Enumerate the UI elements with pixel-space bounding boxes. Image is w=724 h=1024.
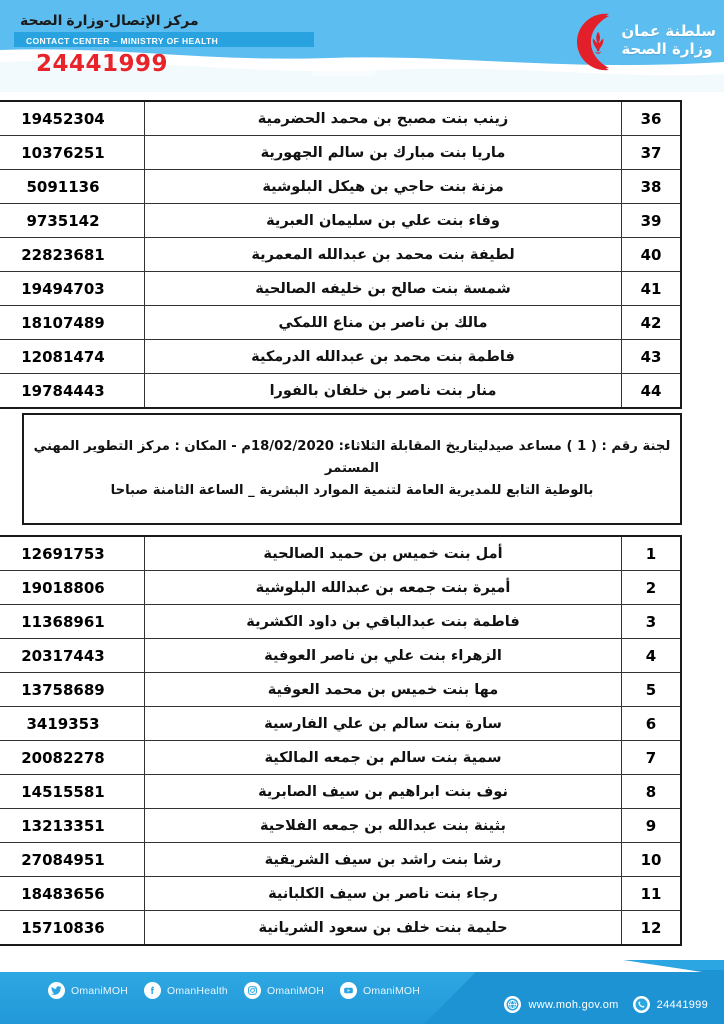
row-civil-id: 9735142 bbox=[0, 204, 145, 238]
committee-heading-text bbox=[24, 436, 680, 502]
table-row bbox=[0, 571, 681, 605]
row-candidate-name: منار بنت ناصر بن خلفان بالفورا bbox=[145, 374, 622, 409]
row-serial-number: 44 bbox=[622, 374, 682, 409]
header-contact-block bbox=[14, 12, 314, 77]
row-civil-id: 19494703 bbox=[0, 272, 145, 306]
footer-top-wave bbox=[0, 960, 724, 972]
table-row bbox=[0, 673, 681, 707]
footer-social-item[interactable] bbox=[244, 982, 324, 999]
committee-heading-line-2: بالوطية التابع للمديرية العامة لتنمية الموارد البشرية _ الساعة الثامنة صباحا bbox=[110, 483, 594, 498]
row-civil-id: 20317443 bbox=[0, 639, 145, 673]
row-candidate-name: فاطمة بنت عبدالباقي بن داود الكشرية bbox=[145, 605, 622, 639]
row-serial-number: 43 bbox=[622, 340, 682, 374]
row-candidate-name: رشا بنت راشد بن سيف الشريقية bbox=[145, 843, 622, 877]
bottom-candidates-table-wrap bbox=[22, 535, 682, 946]
row-serial-number: 41 bbox=[622, 272, 682, 306]
bottom-table-body bbox=[0, 536, 681, 945]
table-row bbox=[0, 707, 681, 741]
row-candidate-name: حليمة بنت خلف بن سعود الشريانية bbox=[145, 911, 622, 946]
bottom-candidates-table bbox=[0, 535, 682, 946]
row-candidate-name: سمية بنت سالم بن جمعه المالكية bbox=[145, 741, 622, 775]
table-row bbox=[0, 639, 681, 673]
header-phone-number: 24441999 bbox=[36, 51, 169, 77]
footer-contact-links[interactable] bbox=[504, 996, 708, 1013]
row-serial-number: 3 bbox=[622, 605, 682, 639]
row-civil-id: 11368961 bbox=[0, 605, 145, 639]
row-candidate-name: الزهراء بنت علي بن ناصر العوفية bbox=[145, 639, 622, 673]
row-candidate-name: رجاء بنت ناصر بن سيف الكلبانية bbox=[145, 877, 622, 911]
row-serial-number: 39 bbox=[622, 204, 682, 238]
globe-icon bbox=[504, 996, 521, 1013]
table-row bbox=[0, 877, 681, 911]
row-serial-number: 11 bbox=[622, 877, 682, 911]
row-candidate-name: فاطمة بنت محمد بن عبدالله الدرمكية bbox=[145, 340, 622, 374]
document-sheet bbox=[0, 92, 724, 960]
row-candidate-name: مالك بن ناصر بن مناع اللمكي bbox=[145, 306, 622, 340]
table-row bbox=[0, 238, 681, 272]
table-row bbox=[0, 170, 681, 204]
footer-phone-link[interactable] bbox=[633, 996, 708, 1013]
contact-center-english-title: CONTACT CENTER – MINISTRY OF HEALTH bbox=[26, 36, 219, 46]
row-candidate-name: لطيفة بنت محمد بن عبدالله المعمرية bbox=[145, 238, 622, 272]
table-row bbox=[0, 272, 681, 306]
row-civil-id: 3419353 bbox=[0, 707, 145, 741]
top-table-body bbox=[0, 101, 681, 408]
footer-social-item[interactable] bbox=[48, 982, 128, 999]
row-candidate-name: سارة بنت سالم بن علي الفارسية bbox=[145, 707, 622, 741]
row-serial-number: 6 bbox=[622, 707, 682, 741]
row-civil-id: 18107489 bbox=[0, 306, 145, 340]
row-candidate-name: ماريا بنت مبارك بن سالم الجهورية bbox=[145, 136, 622, 170]
youtube-icon bbox=[340, 982, 357, 999]
footer-social-item[interactable] bbox=[340, 982, 420, 999]
row-serial-number: 12 bbox=[622, 911, 682, 946]
page-footer bbox=[0, 960, 724, 1024]
row-civil-id: 12691753 bbox=[0, 536, 145, 571]
row-serial-number: 5 bbox=[622, 673, 682, 707]
row-civil-id: 5091136 bbox=[0, 170, 145, 204]
row-civil-id: 13213351 bbox=[0, 809, 145, 843]
committee-heading-box bbox=[22, 413, 682, 525]
footer-website-link[interactable] bbox=[504, 996, 618, 1013]
table-row bbox=[0, 536, 681, 571]
row-civil-id: 27084951 bbox=[0, 843, 145, 877]
row-candidate-name: وفاء بنت علي بن سليمان العبرية bbox=[145, 204, 622, 238]
row-civil-id: 20082278 bbox=[0, 741, 145, 775]
row-serial-number: 42 bbox=[622, 306, 682, 340]
table-row bbox=[0, 101, 681, 136]
footer-social-label: OmanHealth bbox=[167, 984, 228, 997]
row-serial-number: 9 bbox=[622, 809, 682, 843]
row-serial-number: 1 bbox=[622, 536, 682, 571]
row-candidate-name: بثينة بنت عبدالله بن جمعه الفلاحية bbox=[145, 809, 622, 843]
row-civil-id: 12081474 bbox=[0, 340, 145, 374]
page-header bbox=[0, 0, 724, 92]
row-serial-number: 40 bbox=[622, 238, 682, 272]
row-civil-id: 19452304 bbox=[0, 101, 145, 136]
top-candidates-table bbox=[0, 100, 682, 409]
row-serial-number: 7 bbox=[622, 741, 682, 775]
table-row bbox=[0, 374, 681, 409]
row-candidate-name: أمل بنت خميس بن حميد الصالحية bbox=[145, 536, 622, 571]
table-row bbox=[0, 136, 681, 170]
committee-heading-line-1: لجنة رقم : ( 1 ) مساعد صيدليتاريخ المقابلة الثلاثاء: 18/02/2020م - المكان : مركز التطوير المهني المستمر bbox=[33, 439, 671, 476]
row-candidate-name: مزنة بنت حاجي بن هيكل البلوشية bbox=[145, 170, 622, 204]
row-civil-id: 19784443 bbox=[0, 374, 145, 409]
table-row bbox=[0, 605, 681, 639]
table-row bbox=[0, 775, 681, 809]
row-serial-number: 38 bbox=[622, 170, 682, 204]
red-crescent-khanjar-emblem bbox=[553, 8, 615, 76]
row-candidate-name: نوف بنت ابراهيم بن سيف الصابرية bbox=[145, 775, 622, 809]
row-candidate-name: شمسة بنت صالح بن خليفه الصالحية bbox=[145, 272, 622, 306]
row-serial-number: 8 bbox=[622, 775, 682, 809]
footer-social-links[interactable] bbox=[48, 982, 420, 999]
row-serial-number: 2 bbox=[622, 571, 682, 605]
ministry-logo bbox=[553, 8, 716, 76]
table-row bbox=[0, 809, 681, 843]
row-serial-number: 10 bbox=[622, 843, 682, 877]
row-civil-id: 15710836 bbox=[0, 911, 145, 946]
footer-phone-text: 24441999 bbox=[656, 998, 708, 1011]
footer-social-label: OmaniMOH bbox=[71, 984, 129, 997]
contact-center-english-stripe bbox=[14, 32, 314, 47]
table-row bbox=[0, 340, 681, 374]
footer-social-label: OmaniMOH bbox=[363, 984, 421, 997]
footer-website-text: www.moh.gov.om bbox=[528, 998, 619, 1011]
row-civil-id: 22823681 bbox=[0, 238, 145, 272]
logo-line-ministry: وزارة الصحة bbox=[621, 40, 713, 58]
table-row bbox=[0, 843, 681, 877]
facebook-icon bbox=[144, 982, 161, 999]
row-civil-id: 14515581 bbox=[0, 775, 145, 809]
phone-icon bbox=[633, 996, 650, 1013]
row-serial-number: 37 bbox=[622, 136, 682, 170]
instagram-icon bbox=[244, 982, 261, 999]
row-candidate-name: زينب بنت مصبح بن محمد الحضرمية bbox=[145, 101, 622, 136]
ministry-logo-calligraphy bbox=[621, 22, 716, 62]
table-row bbox=[0, 204, 681, 238]
row-serial-number: 36 bbox=[622, 101, 682, 136]
row-candidate-name: مها بنت خميس بن محمد العوفية bbox=[145, 673, 622, 707]
logo-line-sultanate: سلطنة عمان bbox=[621, 22, 716, 40]
row-civil-id: 18483656 bbox=[0, 877, 145, 911]
twitter-icon bbox=[48, 982, 65, 999]
row-candidate-name: أميرة بنت جمعه بن عبدالله البلوشية bbox=[145, 571, 622, 605]
table-row bbox=[0, 741, 681, 775]
row-serial-number: 4 bbox=[622, 639, 682, 673]
row-civil-id: 13758689 bbox=[0, 673, 145, 707]
contact-center-arabic-title: مركز الإتصال-وزارة الصحة bbox=[20, 12, 199, 28]
footer-social-item[interactable] bbox=[144, 982, 228, 999]
table-row bbox=[0, 306, 681, 340]
footer-social-label: OmaniMOH bbox=[266, 984, 325, 997]
row-civil-id: 19018806 bbox=[0, 571, 145, 605]
table-row bbox=[0, 911, 681, 946]
top-candidates-table-wrap bbox=[22, 100, 682, 409]
row-civil-id: 10376251 bbox=[0, 136, 145, 170]
